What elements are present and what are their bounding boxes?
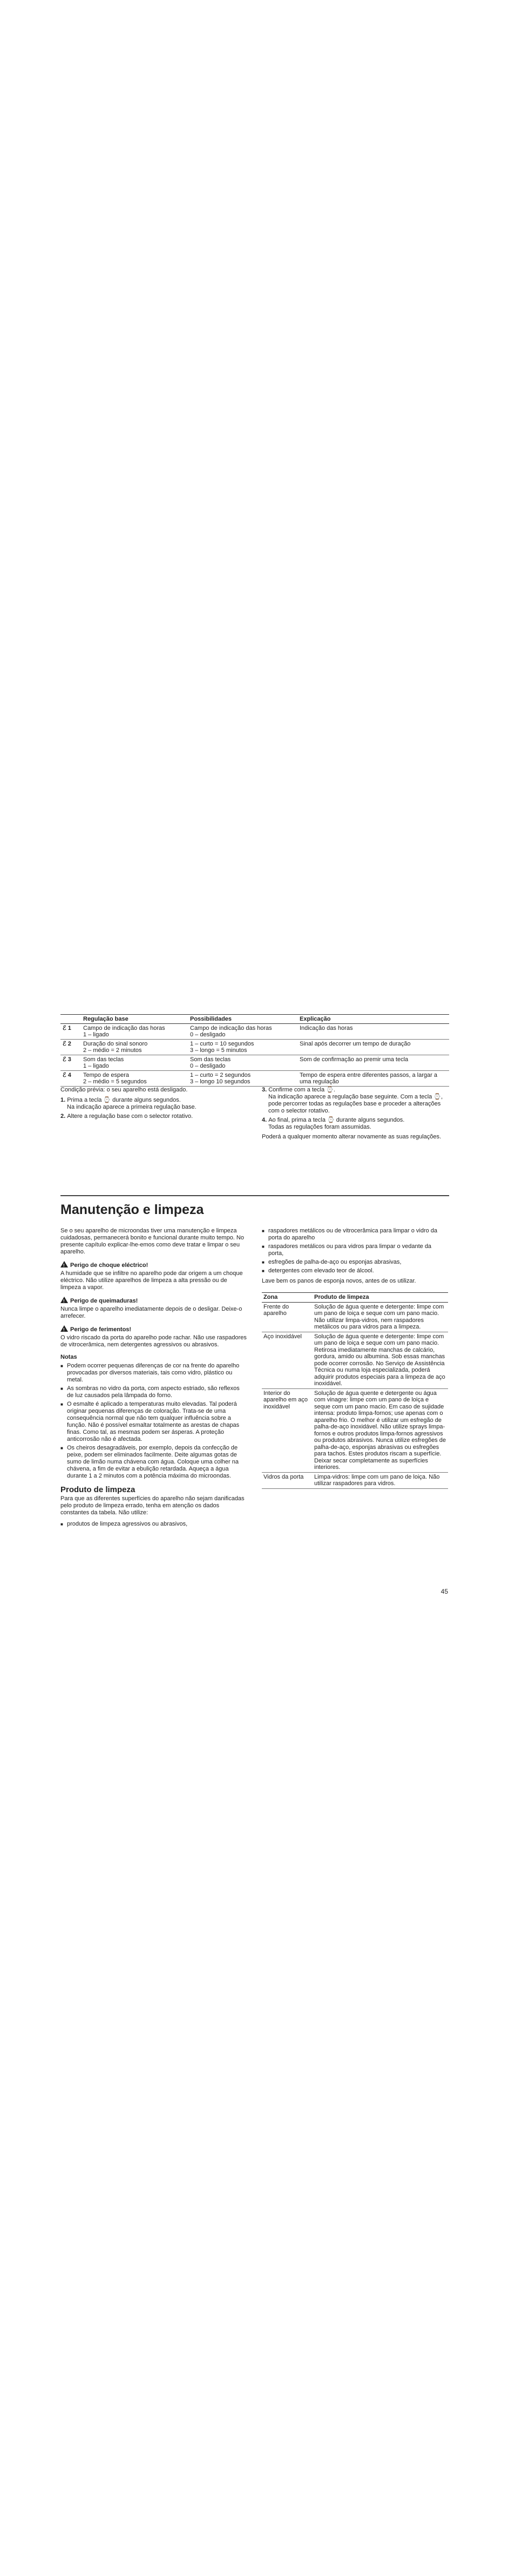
- base-line: Tempo de espera: [83, 1072, 129, 1078]
- precondition: Condição prévia: o seu aparelho está desligado.: [60, 1087, 188, 1093]
- warning-electric: ! Perigo de choque eléctrico!: [60, 1261, 247, 1269]
- explanation: Sinal após decorrer um tempo de duração: [297, 1040, 449, 1055]
- page-number: 45: [441, 1588, 448, 1595]
- warning-icon: !: [60, 1325, 68, 1332]
- warning-text: A humidade que se infiltre no aparelho pode dar origem a um choque eléctrico. Não utilize aparelhos de limpeza a alta pressão ou de limpeza a vapor.: [60, 1270, 243, 1291]
- option-line: Campo de indicação das horas: [190, 1025, 272, 1031]
- notes-title: Notas: [60, 1354, 77, 1360]
- explanation: Indicação das horas: [297, 1024, 449, 1040]
- option-line: 1 – curto = 10 segundos: [190, 1041, 254, 1047]
- product-cell: Solução de água quente e detergente ou água com vinagre: limpe com um pano de loiça e seque com um pano macio. Em caso de sujidade intensa: produto limpa-fornos; use apenas com o aparelho frio. O melhor é utilizar um esfregão de palha-de-aço inoxidável. Não utilize sprays limpa-fornos e outros produtos limpa-fornos agressivos ou produtos abrasivos. Nunca utilize esfregões de palha-de-aço, esponjas abrasivas ou esfregões para tachos. Estes produtos riscam a superfície. Deixar secar completamente as superfícies interiores.: [313, 1388, 448, 1472]
- step-text: Prima a tecla ⌚ durante alguns segundos.: [67, 1097, 181, 1103]
- option-line: 0 – desligado: [190, 1063, 226, 1069]
- zone-cell: Aço inoxidável: [262, 1332, 313, 1388]
- table-row: [60, 1040, 449, 1055]
- table-row: [262, 1302, 448, 1332]
- warning-icon: !: [60, 1261, 68, 1267]
- step-text: Altere a regulação base com o selector rotativo.: [67, 1113, 193, 1120]
- list-item: ■ produtos de limpeza agressivos ou abrasivos,: [67, 1521, 247, 1528]
- settings-header-base: Regulação base: [81, 1015, 188, 1024]
- table-row: [60, 1071, 449, 1087]
- list-item: ■ O esmalte é aplicado a temperaturas muito elevadas. Tal poderá originar pequenas diferenças de coloração. Trata-se de uma consequência normal que não tem qualquer influência sobre a função. Não é possível esmaltar totalmente as arestas de chapas finas. Como tal, as mesmas podem ser ásperas. A proteção anticorrosão não é afectada.: [67, 1401, 247, 1443]
- dont-use-list-left: [60, 1521, 247, 1528]
- zone-cell: Interior do aparelho em aço inoxidável: [262, 1388, 313, 1472]
- intro-text: Se o seu aparelho de microondas tiver uma manutenção e limpeza cuidadosas, permanecerá bonito e funcional durante muito tempo. No presente capítulo explicar-lhe-emos como deve tratar e limpar o seu aparelho.: [60, 1228, 244, 1255]
- base-line: Duração do sinal sonoro: [83, 1041, 148, 1047]
- list-item: ■ esfregões de palha-de-aço ou esponjas abrasivas,: [268, 1259, 448, 1266]
- explanation: Som de confirmação ao premir uma tecla: [297, 1055, 449, 1071]
- warning-icon: !: [60, 1297, 68, 1303]
- step-number: 1.: [60, 1097, 66, 1103]
- table-row: [60, 1055, 449, 1071]
- option-line: Som das teclas: [190, 1056, 231, 1063]
- notes-list: [60, 1363, 247, 1480]
- cleaning-text: Para que as diferentes superfícies do aparelho não sejam danificadas pelo produto de limpeza errado, tenha em atenção os dados constantes da tabela. Não utilize:: [60, 1495, 245, 1516]
- setting-symbol: ℰ 1: [60, 1024, 81, 1040]
- zone-header: Zona: [262, 1293, 313, 1303]
- base-line: 1 – ligado: [83, 1063, 109, 1069]
- warning-text: O vidro riscado da porta do aparelho pode rachar. Não use raspadores de vitrocerâmica, nem detergentes agressivos ou abrasivos.: [60, 1334, 247, 1348]
- section-title: Manutenção e limpeza: [60, 1202, 204, 1217]
- explanation: Tempo de espera entre diferentes passos, a largar a uma regulação: [297, 1071, 449, 1087]
- settings-header-options: Possibilidades: [188, 1015, 297, 1024]
- product-cell: Solução de água quente e detergente: limpe com um pano de loiça e seque com um pano macio. Retirosa imediatamente manchas de calcário, gordura, amido ou albumina. Sob essas manchas pode ocorrer corrosão. No Serviço de Assistência Técnica ou numa loja especializada, poderá adquirir produtos especiais para a limpeza de aço inoxidável.: [313, 1332, 448, 1388]
- warning-text: Nunca limpe o aparelho imediatamente depois de o desligar. Deixe-o arrefecer.: [60, 1306, 242, 1319]
- list-item: ■ Podem ocorrer pequenas diferenças de cor na frente do aparelho provocadas por diversos materiais, tais como vidro, plástico ou metal.: [67, 1363, 247, 1384]
- list-item: ■ raspadores metálicos ou para vidros para limpar o vedante da porta,: [268, 1243, 448, 1257]
- base-line: Som das teclas: [83, 1056, 124, 1063]
- option-line: 1 – curto = 2 segundos: [190, 1072, 251, 1078]
- steps-note: Poderá a qualquer momento alterar novamente as suas regulações.: [262, 1134, 442, 1140]
- step-sub: Todas as regulações foram assumidas.: [268, 1124, 371, 1130]
- product-cell: Solução de água quente e detergente: limpe com um pano de loiça e seque com um pano macio. Não utilizar limpa-vidros, nem raspadores metálicos ou para vidros para a limpeza.: [313, 1302, 448, 1332]
- step-sub: Na indicação aparece a primeira regulação base.: [67, 1104, 196, 1110]
- option-line: 0 – desligado: [190, 1031, 226, 1038]
- step-number: 4.: [262, 1117, 267, 1123]
- zone-cell: Frente do aparelho: [262, 1302, 313, 1332]
- product-header: Produto de limpeza: [313, 1293, 448, 1303]
- settings-header-explanation: Explicação: [297, 1015, 449, 1024]
- cleaning-title: Produto de limpeza: [60, 1485, 135, 1494]
- table-row: [262, 1332, 448, 1388]
- settings-header-symbol: [60, 1015, 81, 1024]
- setting-symbol: ℰ 2: [60, 1040, 81, 1055]
- base-line: 2 – médio = 2 minutos: [83, 1047, 142, 1054]
- warning-burns: ! Perigo de queimaduras!: [60, 1297, 247, 1305]
- option-line: 3 – longo = 5 minutos: [190, 1047, 247, 1054]
- zone-cell: Vidros da porta: [262, 1472, 313, 1488]
- steps-right: [262, 1087, 448, 1141]
- section-divider: [60, 1195, 449, 1196]
- base-line: 2 – médio = 5 segundos: [83, 1078, 147, 1085]
- table-row: [262, 1472, 448, 1488]
- left-column: [60, 1228, 247, 1529]
- list-item: ■ Os cheiros desagradáveis, por exemplo, depois da confecção de peixe, podem ser eliminados facilmente. Deite algumas gotas de sumo de limão numa chávena com água. Coloque uma colher na chávena, a fim de evitar a ebulição retardada. Aqueça a água durante 1 a 2 minutos com a potência máxima do microondas.: [67, 1445, 247, 1480]
- dont-use-list-right: [262, 1228, 448, 1274]
- list-item: ■ As sombras no vidro da porta, com aspecto estriado, são reflexos de luz causados pela lâmpada do forno.: [67, 1385, 247, 1399]
- table-row: [60, 1024, 449, 1040]
- list-item: ■ detergentes com elevado teor de álcool.: [268, 1267, 448, 1274]
- product-cell: Limpa-vidros: limpe com um pano de loiça. Não utilizar raspadores para vidros.: [313, 1472, 448, 1488]
- table-row: [262, 1388, 448, 1472]
- warning-injury: ! Perigo de ferimentos!: [60, 1325, 247, 1333]
- list-item: ■ raspadores metálicos ou de vitrocerâmica para limpar o vidro da porta do aparelho: [268, 1228, 448, 1242]
- cleaning-table: [262, 1292, 448, 1489]
- option-line: 3 – longo 10 segundos: [190, 1078, 250, 1085]
- step-number: 3.: [262, 1087, 267, 1093]
- base-line: 1 – ligado: [83, 1031, 109, 1038]
- settings-table: [60, 1014, 449, 1087]
- step-number: 2.: [60, 1113, 66, 1120]
- base-line: Campo de indicação das horas: [83, 1025, 165, 1031]
- steps-left: [60, 1087, 244, 1120]
- step-text: Ao final, prima a tecla ⌚ durante alguns segundos.: [268, 1117, 405, 1123]
- setting-symbol: ℰ 4: [60, 1071, 81, 1087]
- step-text: Confirme com a tecla ⌚.: [268, 1087, 335, 1093]
- step-sub: Na indicação aparece a regulação base seguinte. Com a tecla ⌚, pode percorrer todas as regulações base e proceder a alterações com o selector rotativo.: [268, 1094, 443, 1114]
- right-column: [262, 1228, 448, 1285]
- wash-note: Lave bem os panos de esponja novos, antes de os utilizar.: [262, 1278, 416, 1284]
- setting-symbol: ℰ 3: [60, 1055, 81, 1071]
